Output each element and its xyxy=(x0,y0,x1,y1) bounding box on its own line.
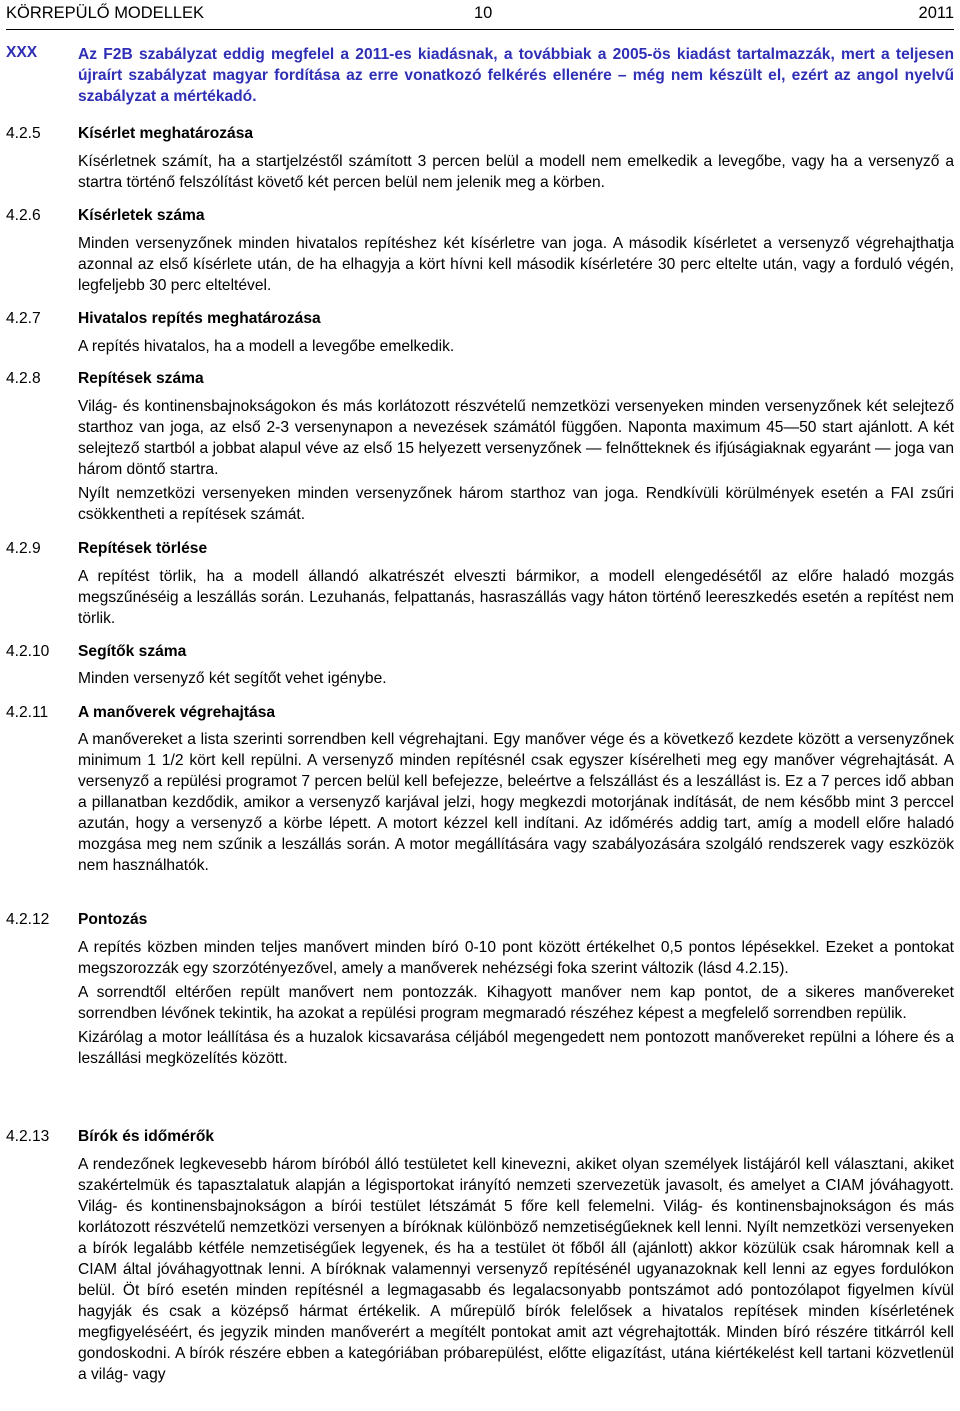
section-title: Kísérlet meghatározása xyxy=(78,125,254,142)
section-body xyxy=(78,1154,954,1385)
section-paragraph: Minden versenyzőnek minden hivatalos repítéshez két kísérletre van joga. A második kísérletet a versenyző végrehajthatja azonnal az első kísérlete után, de ha elhagyja a kört hívni kell második kísérletére 30 perc eltelte után, vagy a forduló végén, legfeljebb 30 perc elteltével. xyxy=(78,235,954,294)
section-body xyxy=(78,151,954,193)
section-number: 4.2.12 xyxy=(6,911,50,928)
section-body xyxy=(78,729,954,876)
section-body xyxy=(78,566,954,629)
section-number: 4.2.7 xyxy=(6,310,41,327)
section-body xyxy=(78,336,954,357)
running-title: KÖRREPÜLŐ MODELLEK xyxy=(6,4,205,22)
section-number: 4.2.5 xyxy=(6,125,41,142)
section-paragraph: A repítés hivatalos, ha a modell a levegőbe emelkedik. xyxy=(78,338,455,355)
section-paragraph: Világ- és kontinensbajnokságokon és más korlátozott részvételű nemzetközi versenyeken minden versenyzőnek két selejtező starthoz van joga, az első 2-3 versenynapon a nevezések számától függően. Naponta maximum 45—50 start ajánlott. A két selejtező startból a jobbat alapul véve az első 15 helyezett versenyzőnek — felnőtteknek és ifjúságiaknak egyaránt — joga van három döntő startra. xyxy=(78,398,954,478)
section-body xyxy=(78,937,954,1069)
section-title: Repítések törlése xyxy=(78,540,208,557)
section-paragraph: A manővereket a lista szerinti sorrendben kell végrehajtani. Egy manőver vége és a következő kezdete között a versenyzőnek minimum 1 1/2 kört kell repülni. A versenyző minden repítésnél csak egyszer kísérelheti meg egy manőver végrehajtását. A versenyző a repülési programot 7 percen belül kell befejezze, beleértve a felszállást és a leszállást is. Ez a 7 perces idő abban a pillanatban kezdődik, amikor a versenyző karjával jelzi, hogy megkezdi motorjának indítását, de nem később mint 3 perccel azután, hogy a versenyző a körbe lépett. A motort kézzel kell indítani. Az időmérés addig tart, amíg a modell előre haladó mozgása meg nem szűnik a leszállás során. A motor megállítására vagy szabályozására szolgáló rendszerek vagy eszközök nem használhatók. xyxy=(78,731,954,874)
section-title: Pontozás xyxy=(78,911,148,928)
header-year: 2011 xyxy=(918,4,954,22)
section-title: Hivatalos repítés meghatározása xyxy=(78,310,321,327)
section-paragraph: A rendezőnek legkevesebb három bíróból álló testületet kell kinevezni, akiket olyan személyek listájáról kell választani, akiket szakértelmük és tapasztalatuk alapján a légisportokat irányító nemzeti szervezetük javasolt, és amelyet a CIAM jóváhagyott. Világ- és kontinensbajnokságon a bírói testület létszámát 5 főre kell felemelni. Világ- és kontinensbajnokságon és más korlátozott részvételű nemzetközi versenyen a bíróknak különböző nemzetiségűeknek kell lenni. Nyílt nemzetközi versenyeken a bírók legalább kétféle nemzetiségűek legyenek, és ha a testület öt főből áll (ajánlott) akkor közülük csak háromnak kell a CIAM által jóváhagyottnak lenni. A bíróknak valamennyi versenyző repítésénél ugyanazoknak kell lenni az egyes fordulókon belül. Öt bíró esetén minden repítésnél a legmagasabb és legalacsonyabb pontszámot adó pontozólapot figyelmen kívül hagyják és csak a középső hármat értékelik. A műrepülő bírók felelősek a hivatalos repítések minden kísérletének megfigyeléséért, és jegyzik minden manőverért a megítélt pontokat amit azt végrehajtották. Minden bíró részére titkárról kell gondoskodni. A bírók részére ebben a kategóriában próbarepülést, előtte eligazítást, utána kiértékelést kell tartani közvetlenül a világ- vagy xyxy=(78,1156,954,1383)
section-body xyxy=(78,396,954,525)
section-body xyxy=(78,233,954,296)
section-number: 4.2.8 xyxy=(6,370,41,387)
section-number: 4.2.6 xyxy=(6,207,41,224)
section-paragraph: Kizárólag a motor leállítása és a huzalok kicsavarása céljából megengedett nem pontozott manővereket repülni a lóhere és a leszállási megközelítés között. xyxy=(78,1029,954,1067)
page-number: 10 xyxy=(474,4,493,22)
notice-tag: XXX xyxy=(6,44,38,61)
section-title: Bírók és időmérők xyxy=(78,1128,215,1145)
section-paragraph: A repítés közben minden teljes manővert minden bíró 0-10 pont között értékelhet 0,5 pontos lépésekkel. Ezeket a pontokat megszorozzák egy szorzótényezővel, amely a manőverek nehézségi foka szerint változik (lásd 4.2.15). xyxy=(78,939,954,977)
section-title: A manőverek végrehajtása xyxy=(78,704,276,721)
section-number: 4.2.9 xyxy=(6,540,41,557)
section-number: 4.2.13 xyxy=(6,1128,50,1145)
section-title: Kísérletek száma xyxy=(78,207,205,224)
header-rule xyxy=(6,29,954,30)
section-paragraph: A repítést törlik, ha a modell állandó alkatrészét elveszti bármikor, a modell elengedésétől az előre haladó mozgás megszűnéséig a leszállás során. Lezuhanás, felpattanás, hasraszállás vagy háton történő leereszkedés esetén a repítést nem törlik. xyxy=(78,568,954,627)
section-title: Repítések száma xyxy=(78,370,204,387)
notice-text: Az F2B szabályzat eddig megfelel a 2011-es kiadásnak, a továbbiak a 2005-ös kiadást tartalmazzák, mert a teljesen újraírt szabályzat magyar fordítása az erre vonatkozó felkérés ellenére – még nem készült el, ezért az angol nyelvű szabályzat a mértékadó. xyxy=(78,46,954,105)
section-paragraph: Nyílt nemzetközi versenyeken minden versenyzőnek három starthoz van joga. Rendkívüli körülmények esetén a FAI zsűri csökkentheti a repítések számát. xyxy=(78,485,954,523)
section-title: Segítők száma xyxy=(78,643,187,660)
section-paragraph: Minden versenyző két segítőt vehet igénybe. xyxy=(78,670,387,687)
section-body xyxy=(78,668,954,689)
section-paragraph: Kísérletnek számít, ha a startjelzéstől számított 3 percen belül a modell nem emelkedik a levegőbe, vagy ha a versenyző a startra történő felszólítást követő két percen belül nem jelenik meg a körben. xyxy=(78,153,954,191)
section-number: 4.2.10 xyxy=(6,643,50,660)
page-header xyxy=(6,4,954,26)
section-number: 4.2.11 xyxy=(6,704,49,721)
section-paragraph: A sorrendtől eltérően repült manővert nem pontozzák. Kihagyott manőver nem kap pontot, de a sikeres manővereket sorrendben lévőnek tekintik, ha azokat a repülési program megmaradó részéhez képest a megfelelő sorrendben repülik. xyxy=(78,984,954,1022)
